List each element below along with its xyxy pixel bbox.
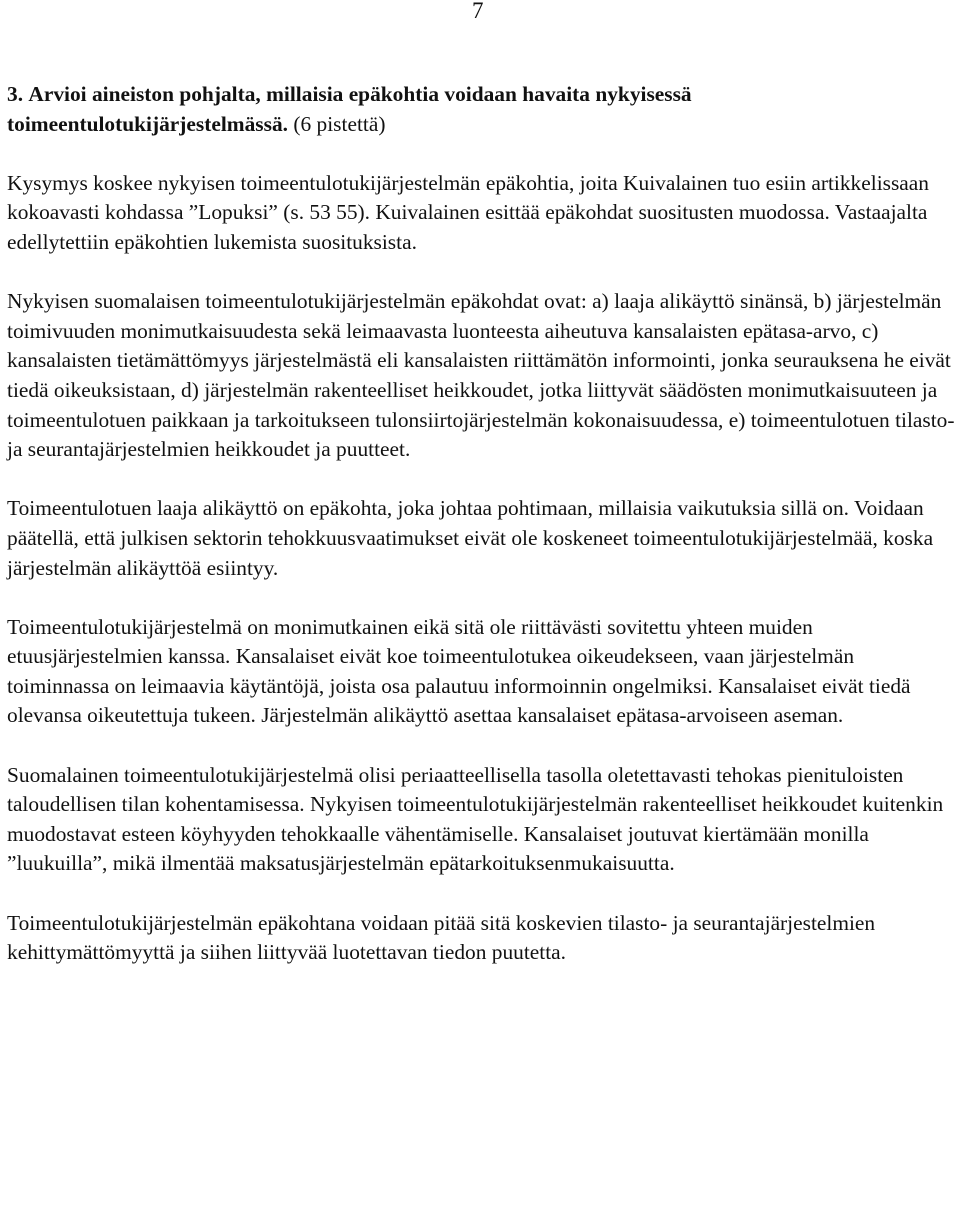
paragraph-shortcomings-list: Nykyisen suomalaisen toimeentulotukijärjestelmän epäkohdat ovat: a) laaja alikäyttö sinänsä, b) järjestelmän toimivuuden monimutkaisuudesta sekä leimaavasta luonteesta aiheutuva kansalaisten epätasa-arvo, c) kansalaisten tietämättömyys järjestelmästä eli kansalaisten riittämätön informointi, jonka seurauksena he eivät tiedä oikeuksistaan, d) järjestelmän rakenteelliset heikkoudet, jotka liittyvät säädösten monimutkaisuuteen ja toimeentulotuen paikkaan ja tarkoitukseen tulonsiirtojärjestelmän kokonaisuudessa, e) toimeentulotuen tilasto- ja seurantajärjestelmien heikkoudet ja puutteet. bbox=[7, 289, 955, 462]
question-number: 3. bbox=[7, 82, 24, 106]
paragraph-intro: Kysymys koskee nykyisen toimeentulotukijärjestelmän epäkohtia, joita Kuivalainen tuo esiin artikkelissaan kokoavasti kohdassa ”Lopuksi” (s. 53 55). Kuivalainen esittää epäkohdat suositusten muodossa. Vastaajalta edellytettiin epäkohtien lukemista suosituksista. bbox=[7, 170, 929, 254]
question-heading bbox=[7, 80, 957, 139]
paragraph-underuse: Toimeentulotuen laaja alikäyttö on epäkohta, joka johtaa pohtimaan, millaisia vaikutuksia sillä on. Voidaan päätellä, että julkisen sektorin tehokkuusvaatimukset eivät ole koskeneet toimeentulotukijärjestelmää, koska järjestelmän alikäyttöä esiintyy. bbox=[7, 496, 934, 580]
paragraph-structural-weakness: Suomalainen toimeentulotukijärjestelmä olisi periaatteellisella tasolla oletettavasti tehokas pienituloisten taloudellisen tilan kohentamisessa. Nykyisen toimeentulotukijärjestelmän rakenteelliset heikkoudet kuitenkin muodostavat esteen köyhyyden tehokkaalle vähentämiselle. Kansalaiset joutuvat kiertämään monilla ”luukuilla”, mikä ilmentää maksatusjärjestelmän epätarkoituksenmukaisuutta. bbox=[7, 762, 944, 876]
question-title: Arvioi aineiston pohjalta, millaisia epäkohtia voidaan havaita nykyisessä toimeentulotukijärjestelmässä. bbox=[7, 82, 692, 136]
paragraph-complexity: Toimeentulotukijärjestelmä on monimutkainen eikä sitä ole riittävästi sovitettu yhteen muiden etuusjärjestelmien kanssa. Kansalaiset eivät koe toimeentulotukea oikeudekseen, vaan järjestelmän toiminnassa on leimaavia käytäntöjä, joista osa palautuu informoinnin ongelmiksi. Kansalaiset eivät tiedä olevansa oikeutettuja tukeen. Järjestelmän alikäyttö asettaa kansalaiset epätasa-arvoiseen aseman. bbox=[7, 614, 911, 728]
document-body bbox=[7, 80, 957, 968]
paragraph-statistics: Toimeentulotukijärjestelmän epäkohtana voidaan pitää sitä koskevien tilasto- ja seurantajärjestelmien kehittymättömyyttä ja siihen liittyvää luotettavan tiedon puutetta. bbox=[7, 910, 876, 965]
question-points: (6 pistettä) bbox=[293, 111, 386, 136]
page-number: 7 bbox=[472, 0, 484, 23]
